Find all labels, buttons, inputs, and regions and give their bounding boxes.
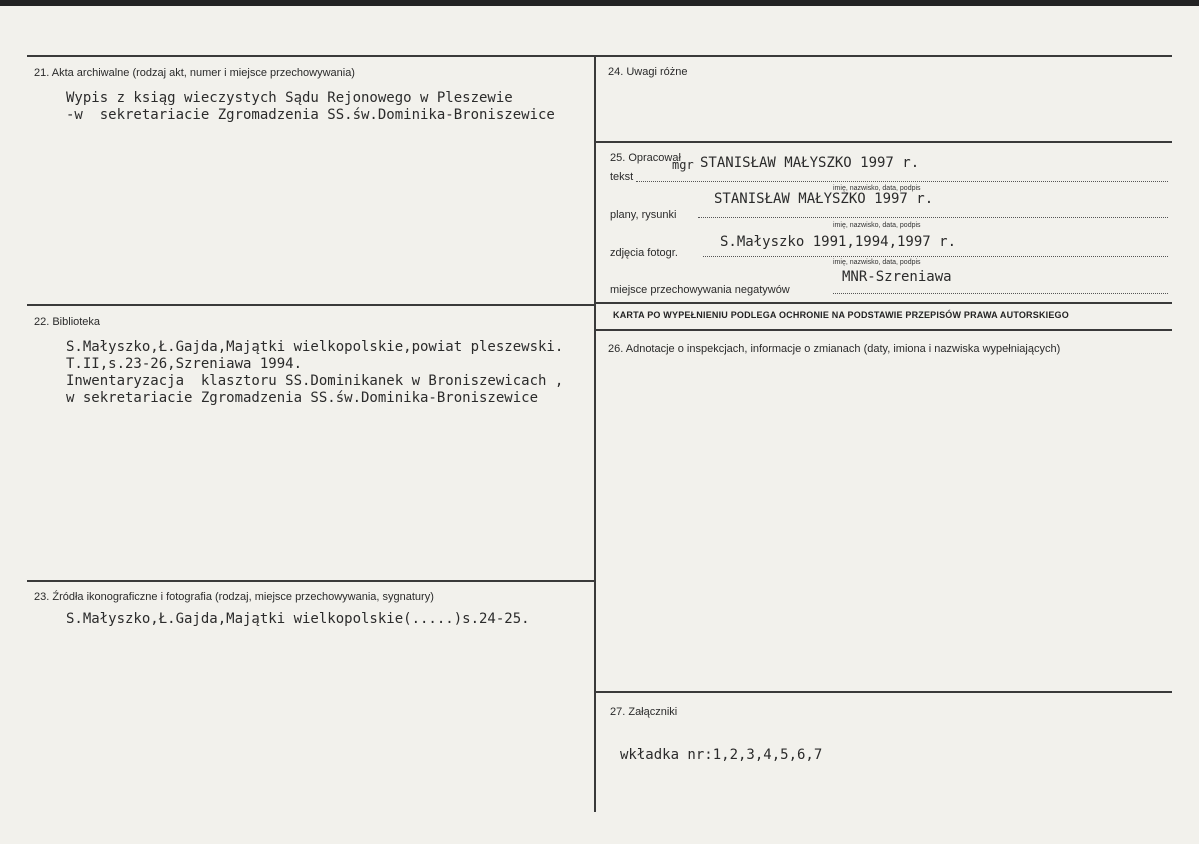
section-27-label: 27. Załączniki [610,706,678,718]
section-25-label: 25. Opracował [610,152,681,164]
section-23-line-1: S.Małyszko,Ł.Gajda,Majątki wielkopolskie(.....)s.24-25. [66,611,530,627]
rule-notice-26 [595,329,1172,331]
miejsce-label: miejsce przechowywania negatywów [610,284,790,296]
zdjecia-caption: imię, nazwisko, data, podpis [833,259,921,266]
top-rule [27,55,1172,57]
section-22-label: 22. Biblioteka [34,316,101,328]
tekst-dotted-line [636,181,1168,182]
section-26-label: 26. Adnotacje o inspekcjach, informacje o zmianach (daty, imiona i nazwiska wypełniających) [608,343,1061,355]
tekst-label: tekst [610,171,634,183]
section-21-line-1: Wypis z ksiąg wieczystych Sądu Rejonowego w Pleszewie [66,90,513,106]
rule-24-25 [595,141,1172,143]
scan-top-edge [0,0,1199,6]
zdjecia-value: S.Małyszko 1991,1994,1997 r. [720,234,957,250]
rule-26-27 [595,691,1172,693]
tekst-value: STANISŁAW MAŁYSZKO 1997 r. [700,155,920,171]
section-23-label: 23. Źródła ikonograficzne i fotografia (rodzaj, miejsce przechowywania, sygnatury) [34,591,434,603]
column-divider [594,55,596,812]
section-22-line-1: S.Małyszko,Ł.Gajda,Majątki wielkopolskie,powiat pleszewski. [66,339,564,355]
section-21-line-2: -w sekretariacie Zgromadzenia SS.św.Dominika-Broniszewice [66,107,555,123]
rule-22-23 [27,580,595,582]
copyright-notice: KARTA PO WYPEŁNIENIU PODLEGA OCHRONIE NA PODSTAWIE PRZEPISÓW PRAWA AUTORSKIEGO [613,310,1069,320]
zdjecia-label: zdjęcia fotogr. [610,247,678,259]
plany-caption: imię, nazwisko, data, podpis [833,222,921,229]
section-22-line-2: T.II,s.23-26,Szreniawa 1994. [66,356,303,372]
plany-dotted-line [698,217,1168,218]
section-25-prefix: mgr [672,158,694,172]
section-24-label: 24. Uwagi różne [608,66,688,78]
plany-label: plany, rysunki [610,209,677,221]
miejsce-dotted-line [833,293,1168,294]
section-27-value: wkładka nr:1,2,3,4,5,6,7 [620,747,823,763]
rule-25-notice [595,302,1172,304]
zdjecia-dotted-line [703,256,1168,257]
rule-21-22 [27,304,595,306]
tekst-caption: imię, nazwisko, data, podpis [833,185,921,192]
section-21-label: 21. Akta archiwalne (rodzaj akt, numer i miejsce przechowywania) [34,67,355,79]
section-22-line-4: w sekretariacie Zgromadzenia SS.św.Dominika-Broniszewice [66,390,539,406]
section-22-line-3: Inwentaryzacja klasztoru SS.Dominikanek w Broniszewicach , [66,373,564,389]
plany-value: STANISŁAW MAŁYSZKO 1997 r. [714,191,934,207]
miejsce-value: MNR-Szreniawa [842,269,952,285]
